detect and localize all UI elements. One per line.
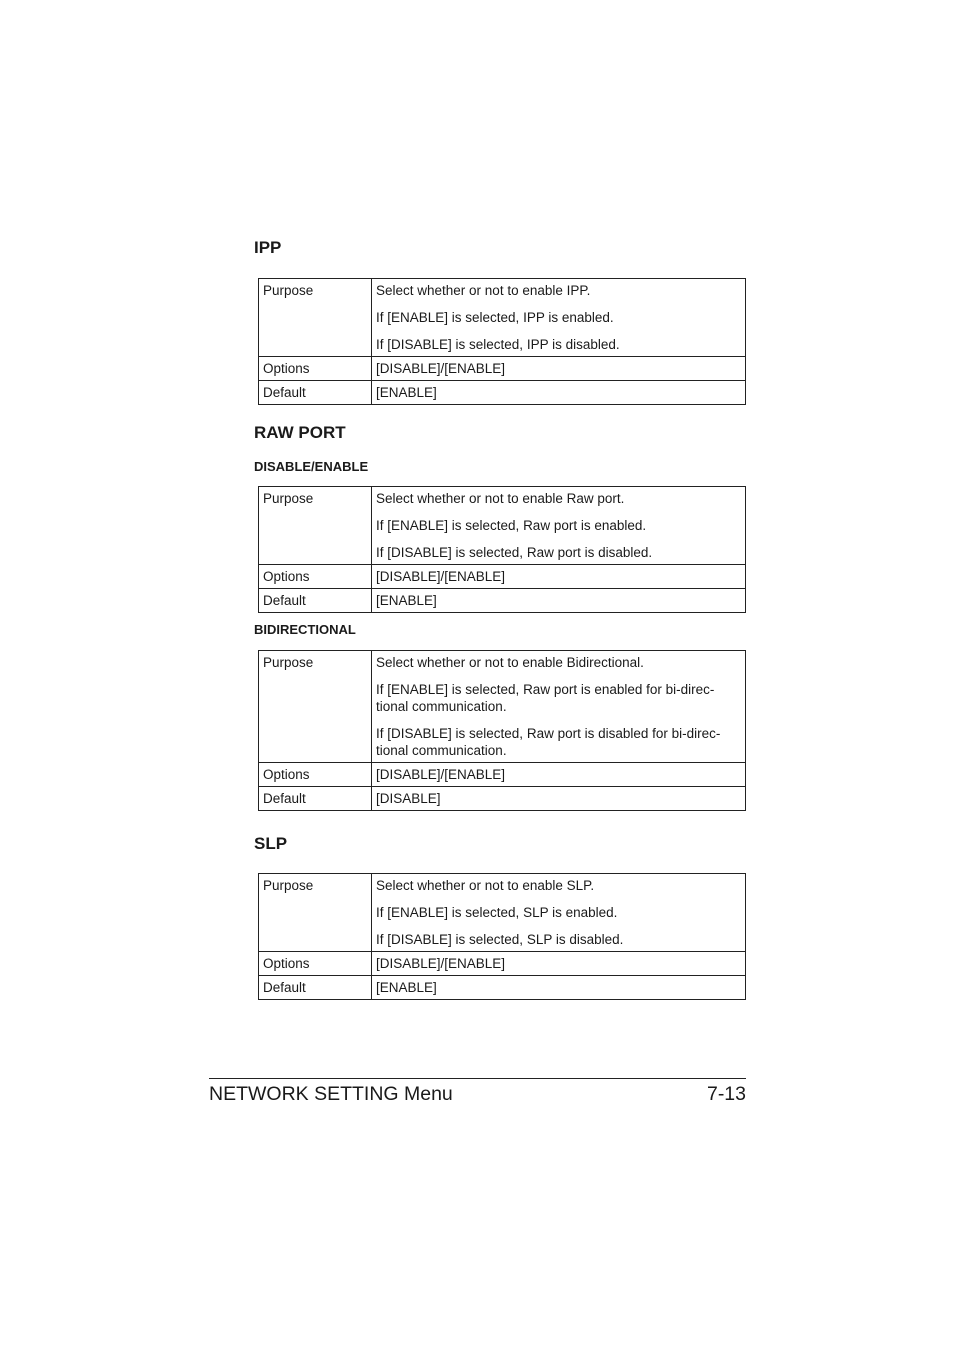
purpose-line: If [ENABLE] is selected, Raw port is enabled for bi-direc-tional communication. <box>376 682 715 714</box>
options-label: Options <box>259 763 372 787</box>
section-heading-raw-port: RAW PORT <box>254 423 346 442</box>
default-label: Default <box>259 589 372 613</box>
purpose-line: If [DISABLE] is selected, SLP is disabled. <box>376 932 624 947</box>
raw-port-enable-table <box>258 486 746 613</box>
purpose-line: Select whether or not to enable Bidirectional. <box>376 655 644 670</box>
purpose-line: If [ENABLE] is selected, SLP is enabled. <box>376 905 618 920</box>
footer-divider <box>209 1078 746 1079</box>
options-label: Options <box>259 357 372 381</box>
default-value: [ENABLE] <box>372 976 746 1000</box>
purpose-line: If [DISABLE] is selected, IPP is disabled. <box>376 337 620 352</box>
purpose-label: Purpose <box>259 487 372 565</box>
purpose-line: If [DISABLE] is selected, Raw port is disabled for bi-direc-tional communication. <box>376 726 721 758</box>
table-row <box>259 381 746 405</box>
table-row <box>259 279 746 357</box>
footer-title: NETWORK SETTING Menu <box>209 1083 453 1105</box>
default-value: [DISABLE] <box>372 787 746 811</box>
purpose-value <box>372 279 746 357</box>
subheading-bidirectional: BIDIRECTIONAL <box>254 622 356 637</box>
raw-port-bidirectional-table <box>258 650 746 811</box>
purpose-line: If [DISABLE] is selected, Raw port is disabled. <box>376 545 653 560</box>
table-row <box>259 589 746 613</box>
table-row <box>259 787 746 811</box>
options-value: [DISABLE]/[ENABLE] <box>372 357 746 381</box>
purpose-line: Select whether or not to enable IPP. <box>376 283 591 298</box>
purpose-label: Purpose <box>259 279 372 357</box>
purpose-label: Purpose <box>259 874 372 952</box>
page-number: 7-13 <box>706 1083 746 1105</box>
section-heading-slp: SLP <box>254 834 288 853</box>
table-row <box>259 874 746 952</box>
purpose-line: If [ENABLE] is selected, IPP is enabled. <box>376 310 614 325</box>
table-row <box>259 952 746 976</box>
table-row <box>259 651 746 763</box>
purpose-label: Purpose <box>259 651 372 763</box>
subheading-disable-enable: DISABLE/ENABLE <box>254 459 369 474</box>
ipp-settings-table <box>258 278 746 405</box>
purpose-line: If [ENABLE] is selected, Raw port is enabled. <box>376 518 647 533</box>
slp-settings-table <box>258 873 746 1000</box>
default-label: Default <box>259 976 372 1000</box>
default-value: [ENABLE] <box>372 589 746 613</box>
section-heading-ipp: IPP <box>254 238 282 257</box>
default-value: [ENABLE] <box>372 381 746 405</box>
table-row <box>259 565 746 589</box>
options-label: Options <box>259 565 372 589</box>
purpose-value <box>372 874 746 952</box>
table-row <box>259 487 746 565</box>
options-value: [DISABLE]/[ENABLE] <box>372 763 746 787</box>
options-value: [DISABLE]/[ENABLE] <box>372 565 746 589</box>
purpose-value <box>372 487 746 565</box>
options-label: Options <box>259 952 372 976</box>
table-row <box>259 763 746 787</box>
purpose-line: Select whether or not to enable Raw port. <box>376 491 625 506</box>
default-label: Default <box>259 381 372 405</box>
purpose-line: Select whether or not to enable SLP. <box>376 878 595 893</box>
table-row <box>259 976 746 1000</box>
table-row <box>259 357 746 381</box>
default-label: Default <box>259 787 372 811</box>
options-value: [DISABLE]/[ENABLE] <box>372 952 746 976</box>
purpose-value <box>372 651 746 763</box>
